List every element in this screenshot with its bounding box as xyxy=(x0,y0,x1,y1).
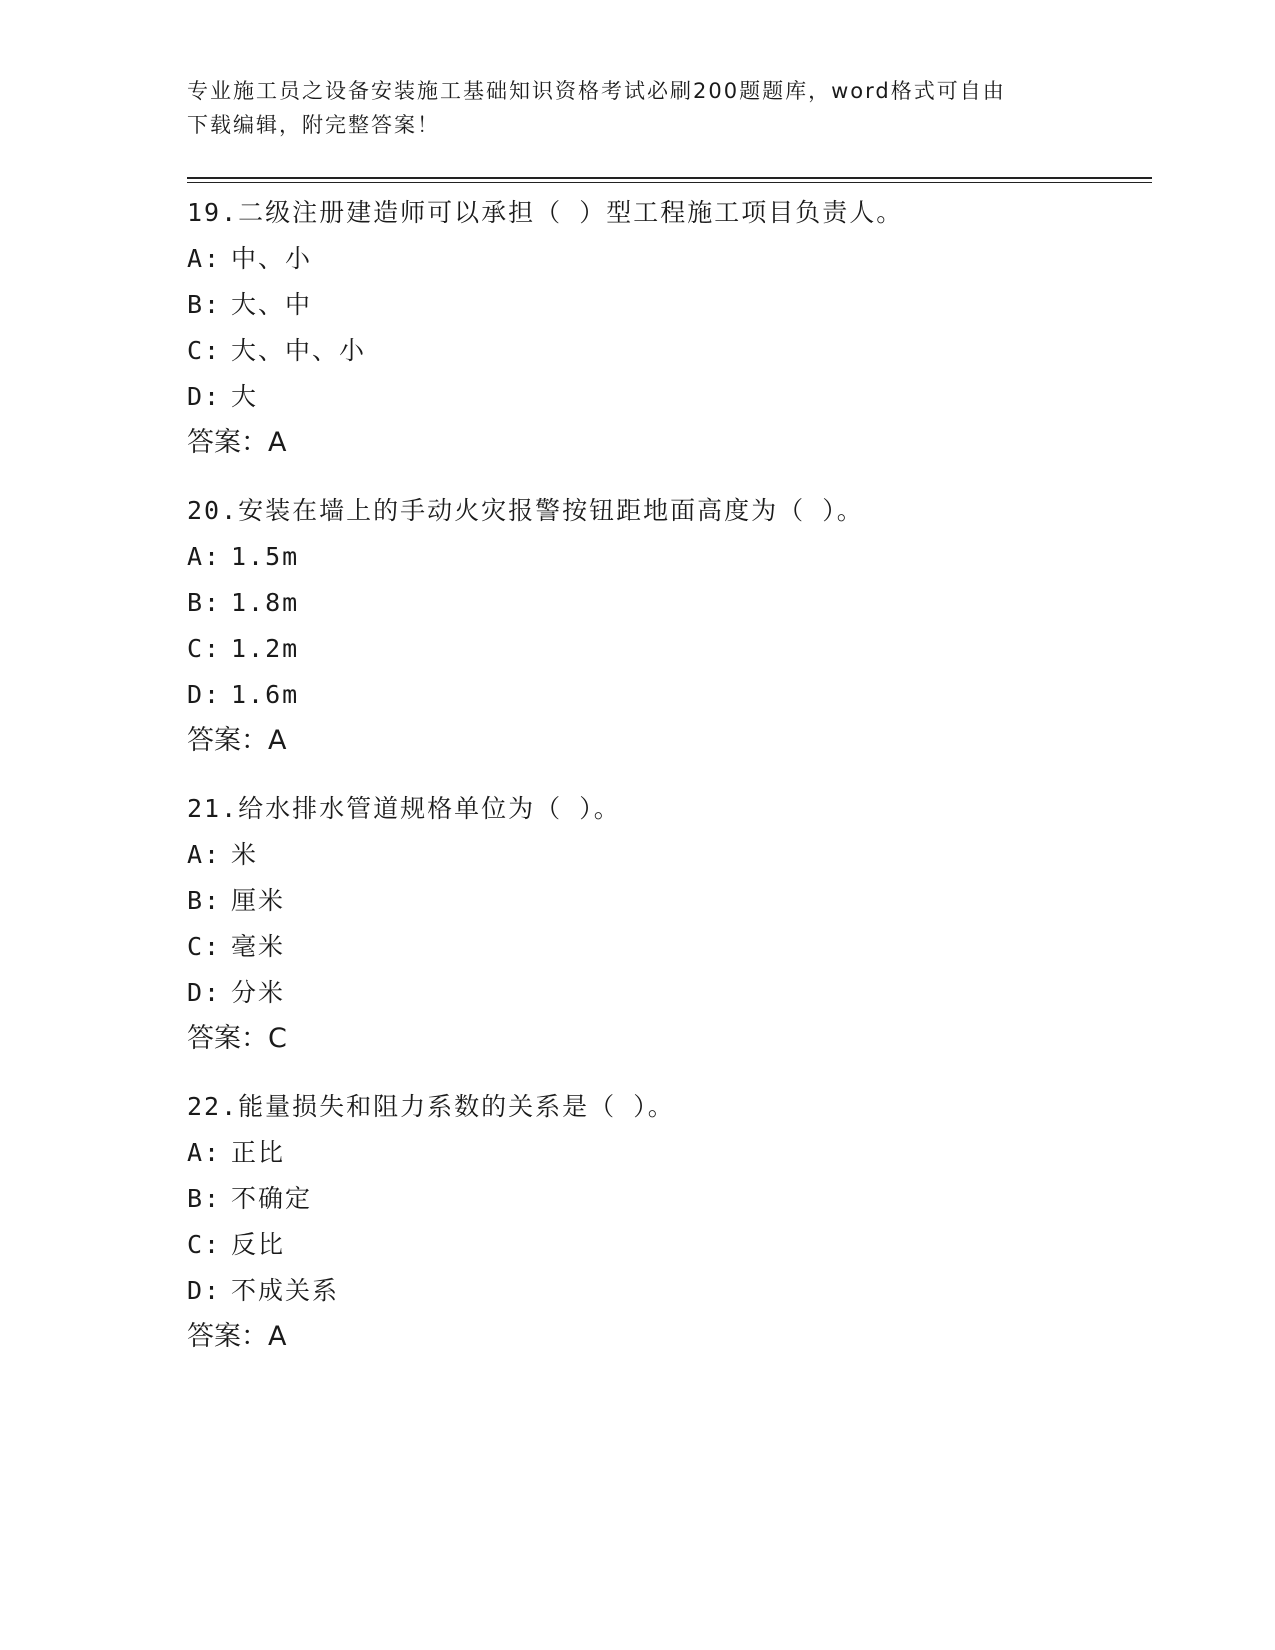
option-key: B: xyxy=(187,290,222,319)
option-key: A: xyxy=(187,542,222,571)
option-text: 大、中 xyxy=(231,290,313,319)
option-d xyxy=(187,1268,1147,1314)
option-b xyxy=(187,878,1147,924)
option-text: 1.2m xyxy=(231,634,300,663)
answer-line: 答案：A xyxy=(187,1321,287,1352)
header-divider-thick xyxy=(187,177,1152,179)
option-key: D: xyxy=(187,382,222,411)
option-text: 厘米 xyxy=(231,886,286,915)
option-d xyxy=(187,374,1147,420)
option-text: 1.8m xyxy=(231,588,300,617)
option-a xyxy=(187,832,1147,878)
option-d xyxy=(187,970,1147,1016)
answer-line: 答案：C xyxy=(187,1023,287,1054)
option-key: A: xyxy=(187,244,222,273)
option-key: D: xyxy=(187,978,222,1007)
option-text: 不成关系 xyxy=(231,1276,340,1305)
question-stem: 19.二级注册建造师可以承担（ ）型工程施工项目负责人。 xyxy=(187,198,904,227)
question-list xyxy=(187,190,1147,1382)
option-text: 正比 xyxy=(231,1138,286,1167)
option-key: C: xyxy=(187,336,222,365)
question-22 xyxy=(187,1084,1147,1360)
option-key: C: xyxy=(187,1230,222,1259)
option-key: A: xyxy=(187,1138,222,1167)
answer-line: 答案：A xyxy=(187,427,287,458)
header-line-2: 下载编辑，附完整答案！ xyxy=(187,113,440,137)
question-stem: 22.能量损失和阻力系数的关系是（ ）。 xyxy=(187,1092,675,1121)
question-20 xyxy=(187,488,1147,764)
option-a xyxy=(187,236,1147,282)
option-key: C: xyxy=(187,932,222,961)
option-b xyxy=(187,282,1147,328)
header-divider-thin xyxy=(187,182,1152,183)
option-key: B: xyxy=(187,1184,222,1213)
option-c xyxy=(187,924,1147,970)
option-key: D: xyxy=(187,1276,222,1305)
option-text: 大、中、小 xyxy=(231,336,367,365)
question-stem: 21.给水排水管道规格单位为（ ）。 xyxy=(187,794,621,823)
option-key: C: xyxy=(187,634,222,663)
option-a xyxy=(187,534,1147,580)
option-c xyxy=(187,626,1147,672)
option-text: 1.5m xyxy=(231,542,300,571)
question-stem: 20.安装在墙上的手动火灾报警按钮距地面高度为（ ）。 xyxy=(187,496,864,525)
option-text: 反比 xyxy=(231,1230,286,1259)
document-header xyxy=(187,74,1067,142)
option-text: 中、小 xyxy=(231,244,313,273)
option-c xyxy=(187,328,1147,374)
question-21 xyxy=(187,786,1147,1062)
question-19 xyxy=(187,190,1147,466)
option-b xyxy=(187,1176,1147,1222)
option-d xyxy=(187,672,1147,718)
option-text: 不确定 xyxy=(231,1184,313,1213)
option-c xyxy=(187,1222,1147,1268)
option-key: B: xyxy=(187,886,222,915)
option-text: 1.6m xyxy=(231,680,300,709)
option-key: D: xyxy=(187,680,222,709)
option-key: B: xyxy=(187,588,222,617)
option-text: 米 xyxy=(231,840,259,869)
header-line-1: 专业施工员之设备安装施工基础知识资格考试必刷200题题库，word格式可自由 xyxy=(187,79,1006,103)
option-text: 大 xyxy=(231,382,259,411)
option-a xyxy=(187,1130,1147,1176)
option-b xyxy=(187,580,1147,626)
option-text: 分米 xyxy=(231,978,286,1007)
option-text: 毫米 xyxy=(231,932,286,961)
answer-line: 答案：A xyxy=(187,725,287,756)
option-key: A: xyxy=(187,840,222,869)
